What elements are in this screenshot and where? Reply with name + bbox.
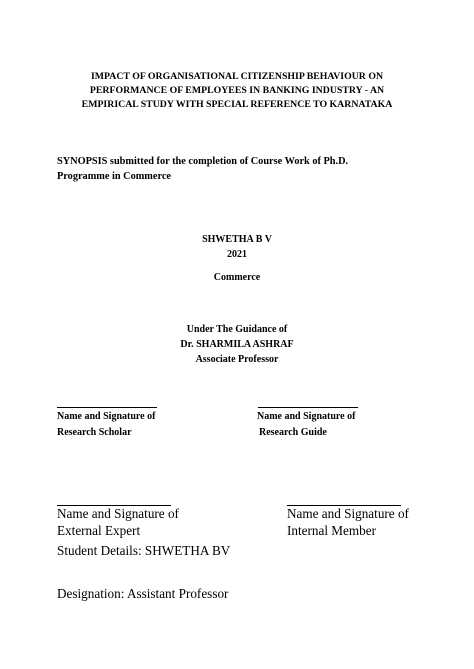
signature-block-research-scholar [57,409,155,440]
signature-role: External Expert [57,522,141,538]
signature-role: Research Scholar [57,426,132,438]
guide-designation: Associate Professor [195,354,279,365]
signature-block-internal-member [287,506,409,539]
signature-caption: Name and Signature of [287,506,409,521]
signature-caption: Name and Signature of [257,411,356,422]
signature-line-research-scholar [57,407,157,408]
synopsis-line-1: SYNOPSIS submitted for the completion of Course Work of Ph.D. [57,156,349,167]
synopsis-statement [57,155,348,184]
title-line-2: PERFORMANCE OF EMPLOYEES IN BANKING INDUSTRY - AN [89,85,385,96]
signature-line-research-guide [258,407,358,408]
signature-caption: Name and Signature of [57,506,179,521]
title-line-1: IMPACT OF ORGANISATIONAL CITIZENSHIP BEHAVIOUR ON [90,71,384,82]
signature-caption: Name and Signature of [57,411,156,422]
year: 2021 [227,249,247,260]
signature-role: Internal Member [287,522,376,538]
signature-role: Research Guide [259,426,327,438]
author-name: SHWETHA B V [202,234,272,245]
synopsis-line-2: Programme in Commerce [57,170,171,182]
guide-name: Dr. SHARMILA ASHRAF [180,339,294,350]
department: Commerce [213,272,261,283]
guidance-heading: Under The Guidance of [186,324,288,335]
signature-block-external-expert [57,506,179,539]
signature-block-research-guide [257,409,355,440]
title-line-3: EMPIRICAL STUDY WITH SPECIAL REFERENCE TO KARNATAKA [81,99,393,110]
thesis-title [40,70,434,112]
student-designation: Designation: Assistant Professor [57,586,229,601]
student-details: Student Details: SHWETHA BV [57,543,231,558]
